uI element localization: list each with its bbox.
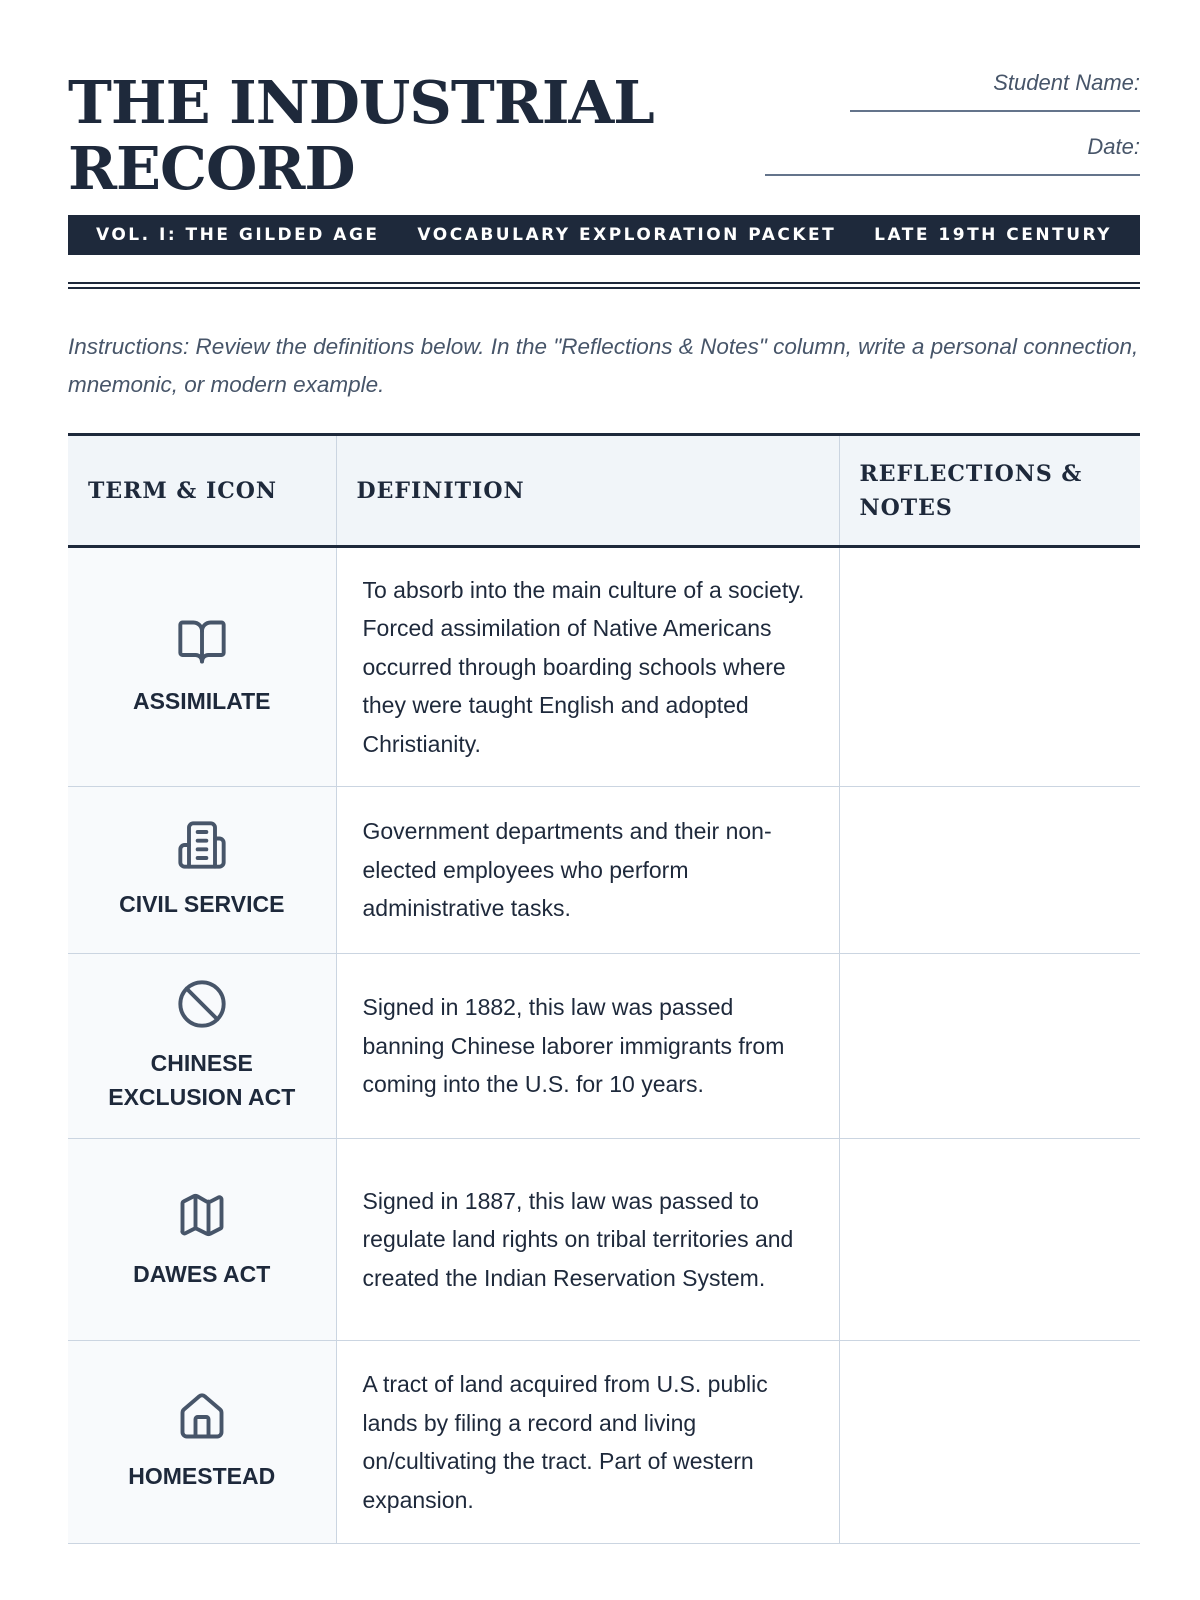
instructions: Instructions: Review the definitions below. In the "Reflections & Notes" column, write a personal connection, mnemonic, or modern example.: [68, 334, 1139, 397]
term-cell: [68, 787, 336, 954]
header-term: TERM & ICON: [88, 477, 278, 504]
date-field[interactable]: [765, 162, 1140, 176]
term-cell: [68, 1341, 336, 1544]
term-cell: [68, 954, 336, 1139]
term-cell: [68, 547, 336, 787]
map-icon: [176, 1189, 228, 1241]
page-title: [68, 70, 708, 202]
student-name-label: Student Name:: [993, 70, 1140, 95]
notes-cell[interactable]: [839, 1341, 1140, 1544]
definition-cell: A tract of land acquired from U.S. public lands by filing a record and living on/cultivating the tract. Part of western expansion.: [336, 1341, 839, 1544]
worksheet-page: [68, 0, 1140, 1513]
title-line-2: RECORD: [68, 134, 355, 203]
banner-era: LATE 19TH CENTURY: [874, 225, 1112, 245]
term-name: CHINESE EXCLUSION ACT: [108, 1050, 296, 1110]
definition-cell: Signed in 1882, this law was passed banning Chinese laborer immigrants from coming into the U.S. for 10 years.: [336, 954, 839, 1139]
header-notes: REFLECTIONS & NOTES: [839, 435, 1140, 547]
term-cell: [68, 1139, 336, 1341]
student-info: [720, 68, 1140, 196]
definition-cell: Signed in 1887, this law was passed to regulate land rights on tribal territories and created the Indian Reservation System.: [336, 1139, 839, 1341]
issue-banner: [68, 215, 1140, 255]
date-label: Date:: [1087, 134, 1140, 159]
building-icon: [176, 819, 228, 871]
ban-icon: [176, 978, 228, 1030]
notes-cell[interactable]: [839, 547, 1140, 787]
double-divider: [68, 282, 1140, 289]
definition-cell: To absorb into the main culture of a society. Forced assimilation of Native Americans occurred through boarding schools where they were taught English and adopted Christianity.: [336, 547, 839, 787]
banner-packet: VOCABULARY EXPLORATION PACKET: [417, 225, 837, 245]
table-row: [68, 547, 1140, 787]
vocabulary-table: [68, 433, 1140, 1544]
table-row: [68, 1341, 1140, 1544]
term-name: ASSIMILATE: [132, 688, 271, 714]
banner-volume: VOL. I: THE GILDED AGE: [96, 225, 380, 245]
house-icon: [176, 1391, 228, 1443]
notes-cell[interactable]: [839, 787, 1140, 954]
term-name: DAWES ACT: [133, 1260, 271, 1287]
table-row: [68, 1139, 1140, 1341]
book-icon: [176, 616, 228, 668]
table-row: [68, 954, 1140, 1139]
term-name: HOMESTEAD: [128, 1463, 276, 1489]
title-line-1: THE INDUSTRIAL: [68, 68, 654, 137]
student-name-field[interactable]: [850, 98, 1140, 112]
masthead: [68, 0, 1140, 210]
header-definition: DEFINITION: [336, 435, 839, 547]
notes-cell[interactable]: [839, 1139, 1140, 1341]
table-header-row: [68, 435, 1140, 547]
notes-cell[interactable]: [839, 954, 1140, 1139]
definition-cell: Government departments and their non-elected employees who perform administrative tasks.: [336, 787, 839, 954]
table-row: [68, 787, 1140, 954]
term-name: CIVIL SERVICE: [119, 891, 285, 917]
